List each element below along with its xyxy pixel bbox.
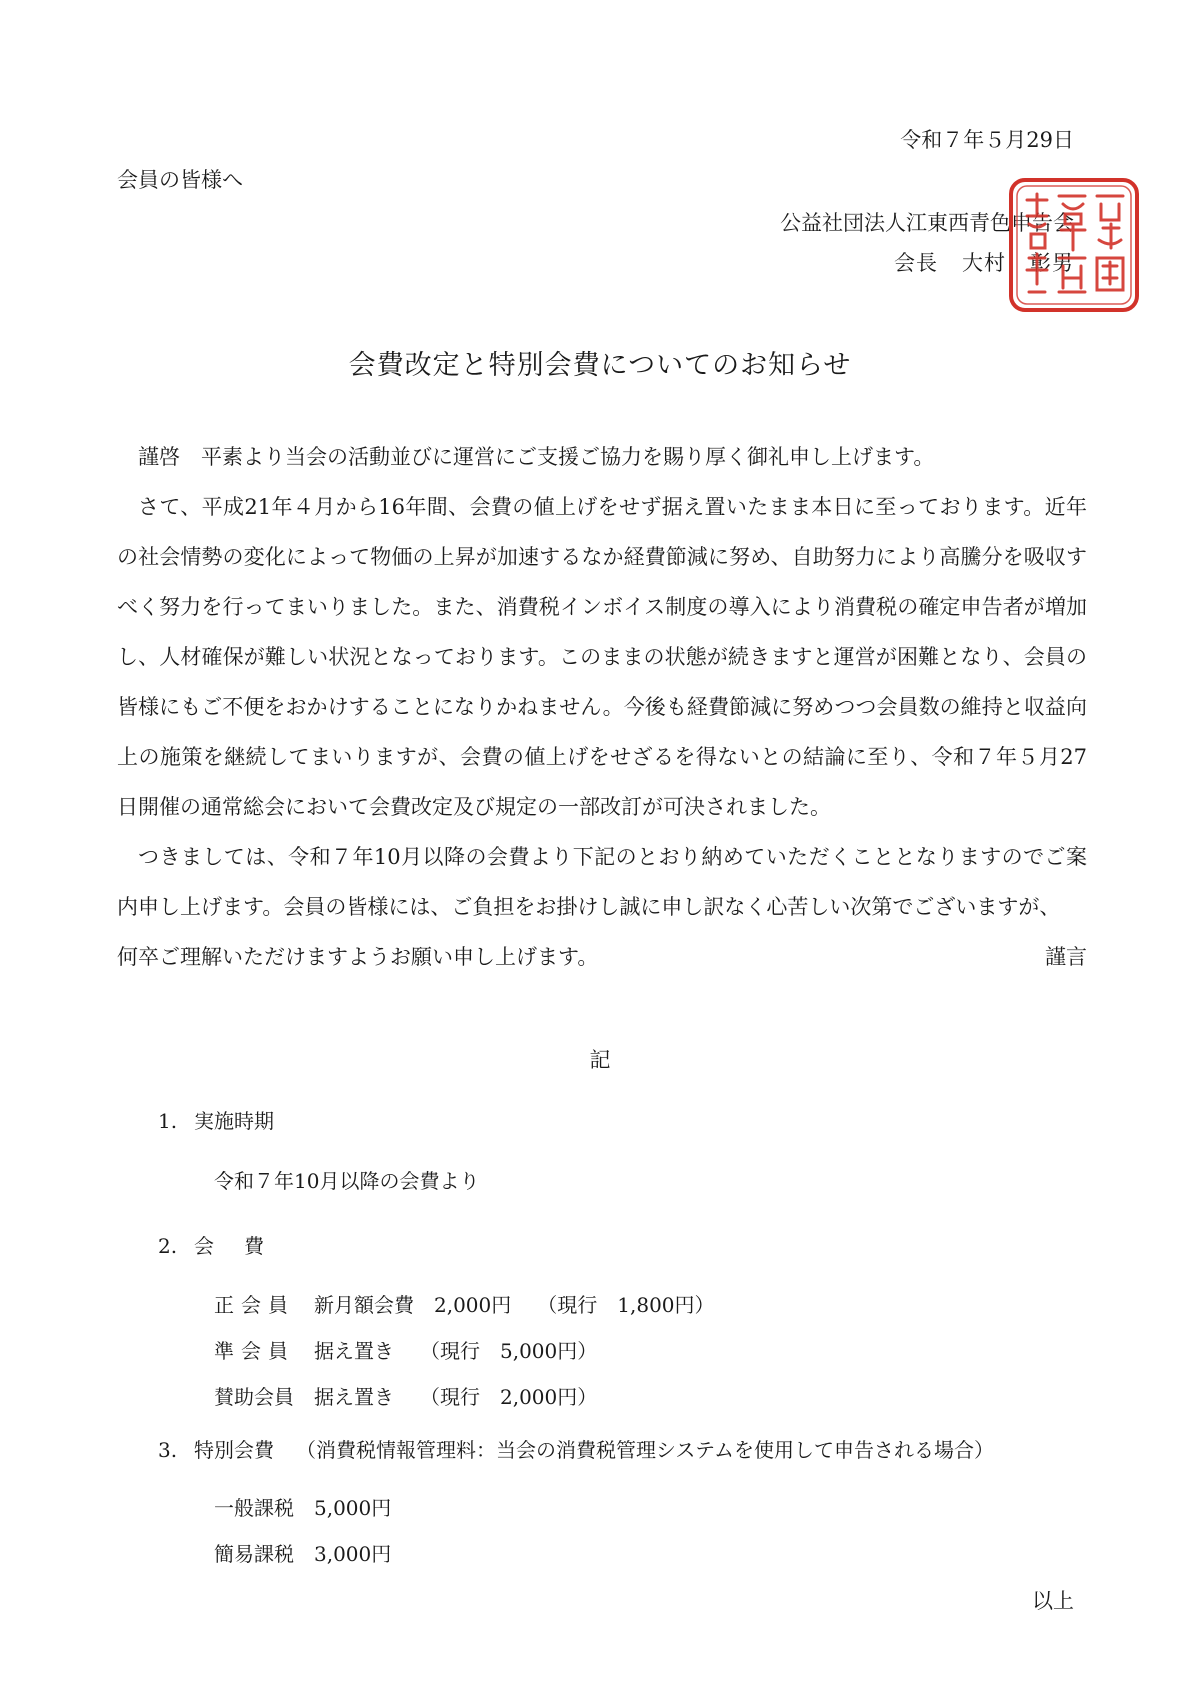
paragraph-request: つきましては、令和７年10月以降の会費より下記のとおり納めていただくこととなりますのでご案内申し上げます。会員の皆様には、ご負担をお掛けし誠に申し訳なく心苦しい次第でございますが、 (117, 845, 1087, 919)
special-fee-amount: 3,000円 (314, 1542, 392, 1566)
section-1-label: 実施時期 (194, 1109, 274, 1133)
document-title: 会費改定と特別会費についてのお知らせ (348, 350, 852, 381)
end-mark: 以上 (1032, 1589, 1074, 1613)
membership-row (214, 1289, 715, 1318)
section-1-number: 1. (158, 1109, 178, 1133)
membership-type: 賛助会員 (214, 1385, 294, 1409)
special-fee-row (214, 1538, 391, 1567)
organization-seal-stamp (1005, 174, 1143, 316)
section-1-heading (158, 1105, 274, 1134)
section-2-number: 2. (158, 1234, 178, 1258)
closing-word: 謹言 (1045, 945, 1087, 969)
section-3-number: 3. (158, 1438, 178, 1462)
membership-current-fee: （現行 5,000円） (420, 1339, 598, 1363)
document-date: 令和７年５月29日 (900, 128, 1074, 152)
membership-type: 正会員 (214, 1293, 295, 1317)
section-3-heading (158, 1434, 994, 1463)
ki-heading: 記 (589, 1048, 611, 1072)
section-3-note: （消費税情報管理料：当会の消費税管理システムを使用して申告される場合） (296, 1438, 994, 1462)
membership-type: 準会員 (214, 1339, 295, 1363)
addressee: 会員の皆様へ (117, 168, 243, 192)
section-2-label: 会費 (194, 1234, 294, 1258)
tax-type: 一般課税 (214, 1496, 294, 1520)
membership-fee: 据え置き (314, 1339, 394, 1363)
membership-current-fee: （現行 1,800円） (537, 1293, 715, 1317)
paragraph-greeting: 謹啓 平素より当会の活動並びに運営にご支援ご協力を賜り厚く御礼申し上げます。 (138, 445, 935, 469)
president-surname: 大村 (962, 251, 1006, 275)
special-fee-amount: 5,000円 (314, 1496, 392, 1520)
paragraph-request-end: 何卒ご理解いただけますようお願い申し上げます。 (117, 945, 599, 969)
section-2-heading (158, 1230, 294, 1259)
section-3-label: 特別会費 (194, 1438, 274, 1462)
membership-fee: 新月額会費 2,000円 (314, 1293, 512, 1317)
special-fee-row (214, 1492, 391, 1521)
membership-current-fee: （現行 2,000円） (420, 1385, 598, 1409)
president-title: 会長 (894, 251, 938, 275)
tax-type: 簡易課税 (214, 1542, 294, 1566)
letter-body (117, 432, 1087, 982)
membership-row (214, 1381, 597, 1410)
closing-line (117, 932, 1087, 982)
membership-row (214, 1335, 597, 1364)
paragraph-background: さて、平成21年４月から16年間、会費の値上げをせず据え置いたまま本日に至っております。近年の社会情勢の変化によって物価の上昇が加速するなか経費節減に努め、自助努力により高騰分を吸収すべく努力を行ってまいりました。また、消費税インボイス制度の導入により消費税の確定申告者が増加し、人材確保が難しい状況となっております。このままの状態が続きますと運営が困難となり、会員の皆様にもご不便をおかけすることになりかねません。今後も経費節減に努めつつ会員数の維持と収益向上の施策を継続してまいりますが、会費の値上げをせざるを得ないとの結論に至り、令和７年５月27日開催の通常総会において会費改定及び規定の一部改訂が可決されました。 (117, 495, 1087, 819)
membership-fee: 据え置き (314, 1385, 394, 1409)
section-1-content: 令和７年10月以降の会費より (214, 1169, 480, 1193)
organization-name: 公益社団法人江東西青色申告会 (780, 211, 1074, 235)
president-given-name: 彰男 (1030, 251, 1074, 275)
